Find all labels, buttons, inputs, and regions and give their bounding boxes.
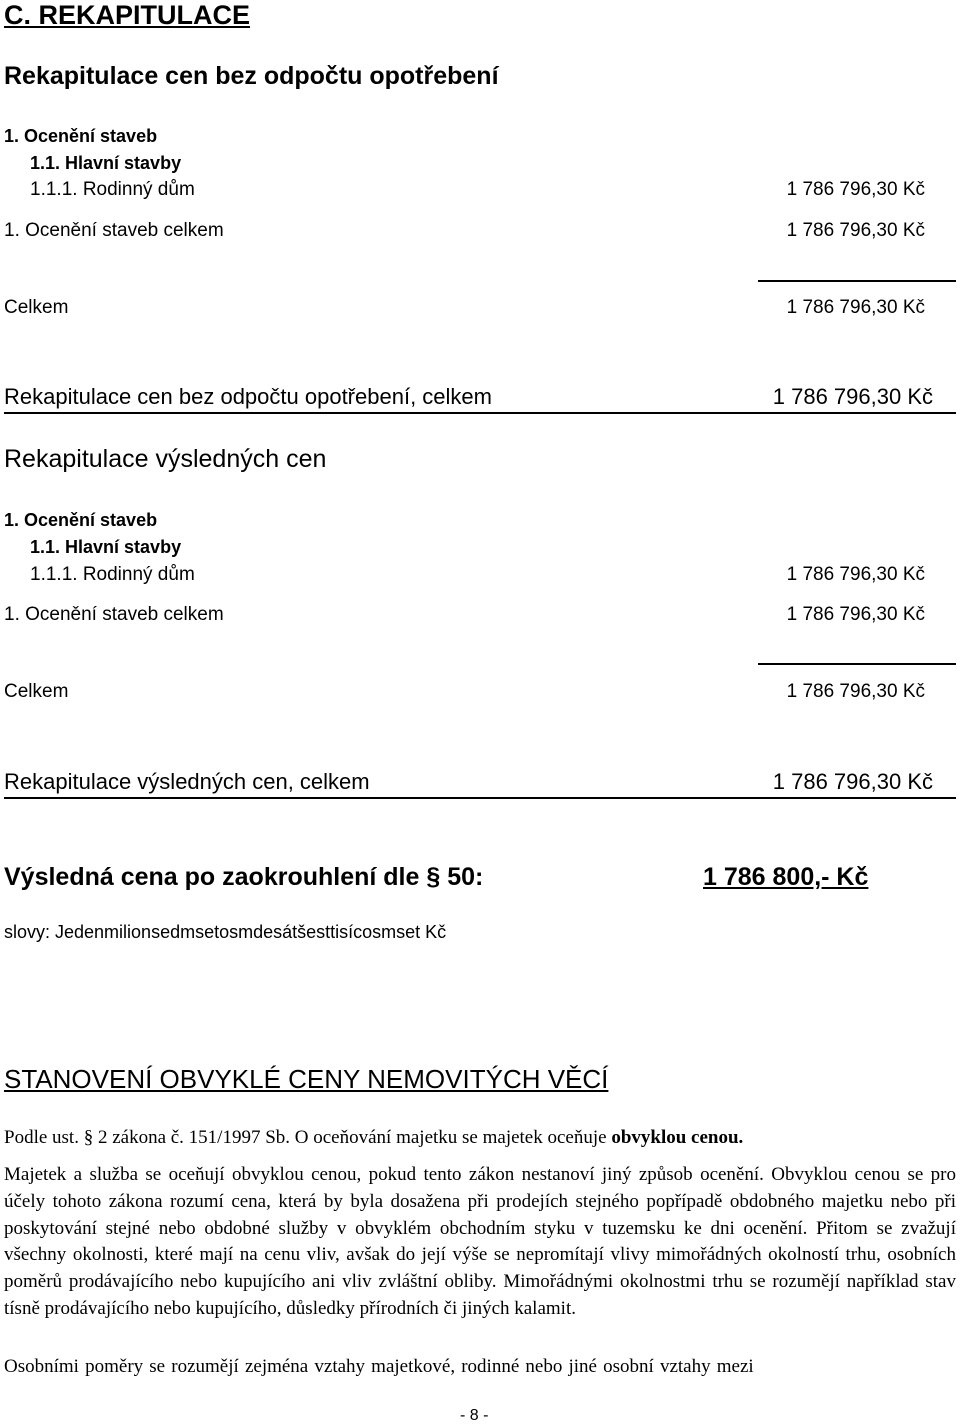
section3-intro-text: Podle ust. § 2 zákona č. 151/1997 Sb. O oceňování majetku se majetek oceňuje (4, 1127, 612, 1148)
section1-line-hlavni-stavby: 1.1. Hlavní stavby (30, 153, 182, 173)
page-number: - 8 - (460, 1407, 489, 1424)
section2-line-staveb: 1. Ocenění staveb (4, 510, 158, 530)
section1-grand-value: 1 786 796,30 Kč (772, 384, 933, 409)
section3-intro-bold: obvyklou cenou. (611, 1127, 744, 1148)
section2-total-value: 1 786 796,30 Kč (786, 681, 925, 702)
section1-title: Rekapitulace cen bez odpočtu opotřebení (4, 62, 499, 90)
section3-title: STANOVENÍ OBVYKLÉ CENY NEMOVITÝCH VĚCÍ (4, 1064, 609, 1094)
section1-subtotal-value: 1 786 796,30 Kč (786, 220, 925, 241)
section1-grand-rule (4, 412, 956, 414)
section2-subtotal-label: 1. Ocenění staveb celkem (4, 604, 224, 625)
section2-line-rodinny-dum: 1.1.1. Rodinný dům (30, 564, 195, 585)
section3-intro (4, 1128, 743, 1147)
section3-last-line: Osobními poměry se rozumějí zejména vztahy majetkové, rodinné nebo jiné osobní vztahy mezi (4, 1356, 754, 1377)
section1-grand-label: Rekapitulace cen bez odpočtu opotřebení, celkem (4, 384, 492, 409)
section2-total-label: Celkem (4, 681, 69, 702)
page-heading: C. REKAPITULACE (4, 0, 251, 30)
section1-line-staveb: 1. Ocenění staveb (4, 126, 158, 146)
section1-total-label: Celkem (4, 297, 69, 318)
section2-rodinny-dum-value: 1 786 796,30 Kč (786, 564, 925, 585)
section2-grand-value: 1 786 796,30 Kč (772, 769, 933, 794)
section2-sum-rule (758, 663, 956, 665)
section1-sum-rule (758, 280, 956, 282)
section2-line-hlavni-stavby: 1.1. Hlavní stavby (30, 537, 182, 557)
section1-total-value: 1 786 796,30 Kč (786, 297, 925, 318)
section1-subtotal-label: 1. Ocenění staveb celkem (4, 220, 224, 241)
final-price-label: Výsledná cena po zaokrouhlení dle § 50: (4, 863, 484, 891)
section2-title: Rekapitulace výsledných cen (4, 445, 327, 473)
section2-grand-label: Rekapitulace výsledných cen, celkem (4, 769, 370, 794)
final-price-value: 1 786 800,- Kč (703, 863, 869, 891)
final-price-in-words: slovy: Jedenmilionsedmsetosmdesátšesttisícosmset Kč (4, 922, 447, 942)
section2-subtotal-value: 1 786 796,30 Kč (786, 604, 925, 625)
section1-rodinny-dum-value: 1 786 796,30 Kč (786, 179, 925, 200)
section1-line-rodinny-dum: 1.1.1. Rodinný dům (30, 179, 195, 200)
section2-grand-rule (4, 797, 956, 799)
section3-paragraph: Majetek a služba se oceňují obvyklou cenou, pokud tento zákon nestanoví jiný způsob ocenění. Obvyklou cenou se pro účely tohoto zákona rozumí cena, která by byla dosažena při prodejích stejného popřípadě obdobného majetku nebo při poskytování stejné nebo obdobné služby v obvyklém obchodním styku v tuzemsku ke dni ocenění. Přitom se zvažují všechny okolnosti, které mají na cenu vliv, avšak do její výše se nepromítají vlivy mimořádných okolností trhu, osobních poměrů prodávajícího nebo kupujícího ani vliv zvláštní obliby. Mimořádnými okolnostmi trhu se rozumějí například stav tísně prodávajícího nebo kupujícího, důsledky přírodních či jiných kalamit. (4, 1164, 956, 1319)
